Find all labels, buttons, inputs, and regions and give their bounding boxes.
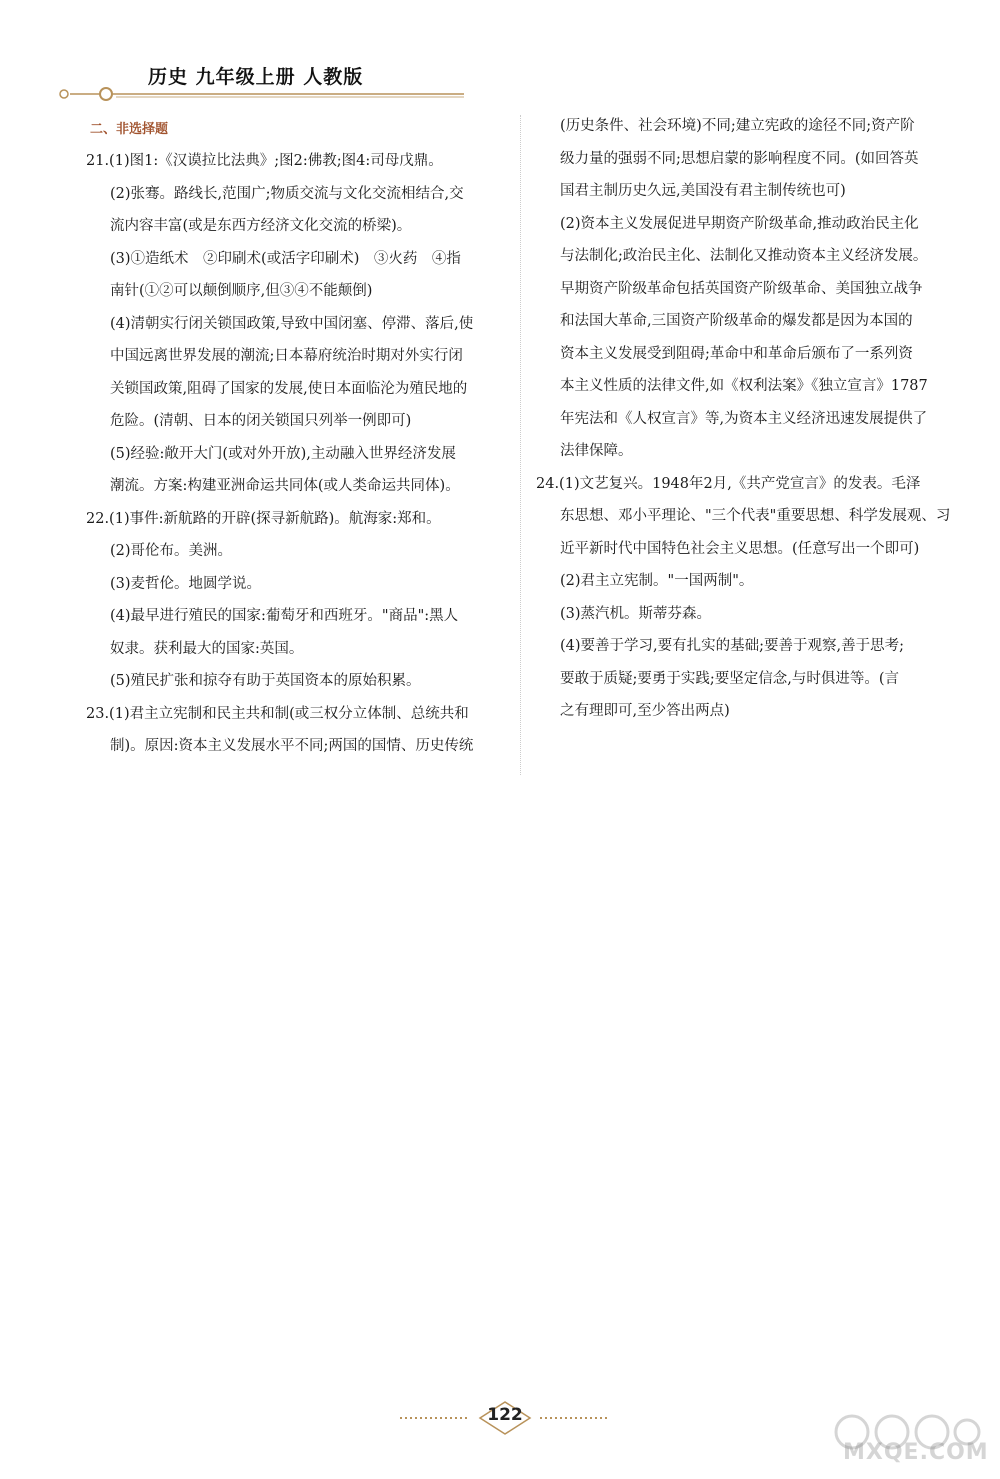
answer-line: (2)哥伦布。美洲。 — [110, 543, 233, 559]
answer-line: 年宪法和《人权宣言》等,为资本主义经济迅速发展提供了 — [560, 410, 928, 427]
answer-line: (2)君主立宪制。"一国两制"。 — [560, 573, 754, 589]
answer-line: 流内容丰富(或是东西方经济文化交流的桥梁)。 — [110, 218, 412, 234]
answer-line: 要敢于质疑;要勇于实践;要坚定信念,与时俱进等。(言 — [560, 670, 900, 687]
answer-line: 早期资产阶级革命包括英国资产阶级革命、美国独立战争 — [560, 280, 923, 297]
column-divider — [520, 115, 521, 775]
answer-line: 国君主制历史久远,美国没有君主制传统也可) — [560, 183, 846, 199]
answer-line: (3)蒸汽机。斯蒂芬森。 — [560, 605, 712, 622]
answer-line: (5)殖民扩张和掠夺有助于英国资本的原始积累。 — [110, 673, 421, 689]
answer-line: (2)张骞。路线长,范围广;物质交流与文化交流相结合,交 — [110, 185, 464, 202]
answer-line: (4)最早进行殖民的国家:葡萄牙和西班牙。"商品":黑人 — [110, 608, 459, 624]
answer-line: 危险。(清朝、日本的闭关锁国只列举一例即可) — [110, 413, 412, 429]
answer-line: 南针(①②可以颠倒顺序,但③④不能颠倒) — [110, 283, 373, 299]
answer-line: 近平新时代中国特色社会主义思想。(任意写出一个即可) — [560, 540, 920, 557]
answer-line: (4)清朝实行闭关锁国政策,导致中国闭塞、停滞、落后,使 — [110, 315, 474, 332]
answer-line: (3)①造纸术 ②印刷术(或活字印刷术) ③火药 ④指 — [110, 250, 461, 267]
answer-line: (3)麦哲伦。地圆学说。 — [110, 575, 262, 592]
answer-line: 和法国大革命,三国资产阶级革命的爆发都是因为本国的 — [560, 313, 913, 329]
answer-line: 23.(1)君主立宪制和民主共和制(或三权分立体制、总统共和 — [86, 705, 469, 722]
answer-line: 法律保障。 — [560, 443, 633, 459]
answer-line: 22.(1)事件:新航路的开辟(探寻新航路)。航海家:郑和。 — [86, 510, 441, 527]
right-column — [536, 110, 956, 728]
answer-line: 制)。原因:资本主义发展水平不同;两国的国情、历史传统 — [110, 738, 474, 754]
answer-line: 24.(1)文艺复兴。1948年2月,《共产党宣言》的发表。毛泽 — [536, 475, 921, 492]
answer-line: 本主义性质的法律文件,如《权利法案》《独立宣言》1787 — [560, 378, 928, 394]
answer-line: 关锁国政策,阻碍了国家的发展,使日本面临沦为殖民地的 — [110, 380, 468, 397]
section-heading: 二、非选择题 — [90, 122, 169, 137]
answer-line: 潮流。方案:构建亚洲命运共同体(或人类命运共同体)。 — [110, 478, 460, 494]
answer-line: 21.(1)图1:《汉谟拉比法典》;图2:佛教;图4:司母戊鼎。 — [86, 153, 443, 169]
answer-line: (4)要善于学习,要有扎实的基础;要善于观察,善于思考; — [560, 638, 905, 654]
page-header-title: 历史 九年级上册 人教版 — [148, 66, 364, 88]
left-column — [86, 145, 504, 763]
answer-line: 奴隶。获利最大的国家:英国。 — [110, 640, 304, 657]
answer-line: (历史条件、社会环境)不同;建立宪政的途径不同;资产阶 — [560, 118, 915, 134]
answer-line: 级力量的强弱不同;思想启蒙的影响程度不同。(如回答英 — [560, 150, 919, 167]
answer-line: 之有理即可,至少答出两点) — [560, 703, 730, 719]
answer-line: 中国远离世界发展的潮流;日本幕府统治时期对外实行闭 — [110, 348, 463, 364]
watermark-text: MXQE.COM — [843, 1440, 989, 1465]
answer-line: 资本主义发展受到阻碍;革命中和革命后颁布了一系列资 — [560, 345, 913, 362]
answer-line: (5)经验:敞开大门(或对外开放),主动融入世界经济发展 — [110, 445, 456, 462]
answer-line: (2)资本主义发展促进早期资产阶级革命,推动政治民主化 — [560, 215, 919, 232]
answer-line: 与法制化;政治民主化、法制化又推动资本主义经济发展。 — [560, 248, 928, 264]
page-number: 122 — [487, 1405, 523, 1425]
answer-line: 东思想、邓小平理论、"三个代表"重要思想、科学发展观、习 — [560, 508, 951, 524]
header-decorative-rule — [56, 84, 466, 104]
